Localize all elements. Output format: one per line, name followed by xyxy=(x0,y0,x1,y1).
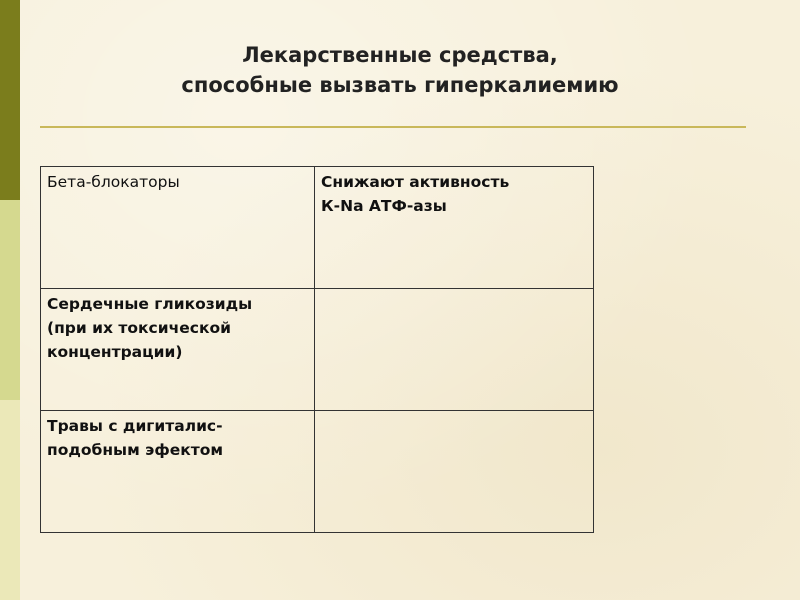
slide-title-line-2: способные вызвать гиперкалиемию xyxy=(181,73,619,97)
accent-bar-segment-dark xyxy=(0,0,20,200)
table-row xyxy=(41,289,594,411)
accent-bar-segment-mid xyxy=(0,200,20,400)
table-cell-drug xyxy=(41,411,315,533)
left-accent-bar xyxy=(0,0,20,600)
table-row xyxy=(41,411,594,533)
cell-text: Снижают активность К-Na АТФ-азы xyxy=(321,173,510,215)
cell-text: Сердечные гликозиды (при их токсической концентрации) xyxy=(47,295,253,361)
table-cell-effect xyxy=(315,167,594,289)
slide-title-line-1: Лекарственные средства, xyxy=(242,43,558,67)
table-row xyxy=(41,167,594,289)
table-cell-effect xyxy=(315,411,594,533)
slide-title xyxy=(40,40,760,100)
drug-table xyxy=(40,166,594,533)
cell-text: Травы с дигиталис- подобным эфектом xyxy=(47,417,224,459)
table-cell-effect xyxy=(315,289,594,411)
table-cell-drug xyxy=(41,167,315,289)
title-divider xyxy=(40,126,746,128)
cell-text: Бета-блокаторы xyxy=(47,173,180,191)
accent-bar-segment-light xyxy=(0,400,20,600)
table-cell-drug xyxy=(41,289,315,411)
